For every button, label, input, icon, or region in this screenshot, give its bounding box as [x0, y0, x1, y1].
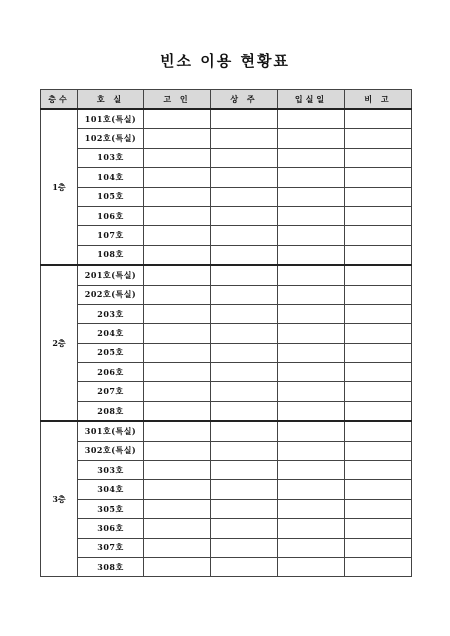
room-label: 308호	[78, 557, 144, 576]
header-floor: 층수	[41, 90, 78, 110]
table-row	[41, 226, 412, 245]
table-row	[41, 382, 412, 401]
table-row	[41, 129, 412, 148]
remarks-cell	[345, 226, 412, 245]
table-row	[41, 148, 412, 167]
checkin-date-cell	[278, 461, 345, 480]
checkin-date-cell	[278, 538, 345, 557]
remarks-cell	[345, 168, 412, 187]
chief-mourner-cell	[211, 382, 278, 401]
room-label: 307호	[78, 538, 144, 557]
table-row	[41, 421, 412, 441]
table-row	[41, 401, 412, 421]
chief-mourner-cell	[211, 480, 278, 499]
checkin-date-cell	[278, 557, 345, 576]
table-row	[41, 265, 412, 285]
room-label: 305호	[78, 499, 144, 518]
remarks-cell	[345, 343, 412, 362]
table-row	[41, 245, 412, 265]
chief-mourner-cell	[211, 401, 278, 421]
deceased-cell	[144, 285, 211, 304]
chief-mourner-cell	[211, 168, 278, 187]
funeral-room-status-table	[40, 89, 412, 577]
room-label: 106호	[78, 206, 144, 225]
remarks-cell	[345, 363, 412, 382]
header-checkin-date: 입실일	[278, 90, 345, 110]
header-deceased: 고 인	[144, 90, 211, 110]
header-remarks: 비 고	[345, 90, 412, 110]
chief-mourner-cell	[211, 557, 278, 576]
table-row	[41, 363, 412, 382]
document-title: 빈소 이용 현황표	[160, 52, 290, 70]
deceased-cell	[144, 343, 211, 362]
room-label: 306호	[78, 519, 144, 538]
chief-mourner-cell	[211, 499, 278, 518]
remarks-cell	[345, 245, 412, 265]
table-row	[41, 285, 412, 304]
room-label: 105호	[78, 187, 144, 206]
room-label: 208호	[78, 401, 144, 421]
checkin-date-cell	[278, 187, 345, 206]
remarks-cell	[345, 129, 412, 148]
chief-mourner-cell	[211, 226, 278, 245]
table-row	[41, 109, 412, 129]
header-chief-mourner: 상 주	[211, 90, 278, 110]
room-label: 202호(특실)	[78, 285, 144, 304]
chief-mourner-cell	[211, 441, 278, 460]
checkin-date-cell	[278, 382, 345, 401]
chief-mourner-cell	[211, 265, 278, 285]
deceased-cell	[144, 363, 211, 382]
room-label: 101호(특실)	[78, 109, 144, 129]
remarks-cell	[345, 285, 412, 304]
room-label: 104호	[78, 168, 144, 187]
table-row	[41, 343, 412, 362]
deceased-cell	[144, 480, 211, 499]
chief-mourner-cell	[211, 245, 278, 265]
checkin-date-cell	[278, 168, 345, 187]
checkin-date-cell	[278, 480, 345, 499]
table-row	[41, 538, 412, 557]
chief-mourner-cell	[211, 304, 278, 323]
floor-label: 3층	[41, 421, 78, 577]
remarks-cell	[345, 109, 412, 129]
table-row	[41, 206, 412, 225]
deceased-cell	[144, 461, 211, 480]
deceased-cell	[144, 168, 211, 187]
room-label: 207호	[78, 382, 144, 401]
chief-mourner-cell	[211, 285, 278, 304]
remarks-cell	[345, 304, 412, 323]
deceased-cell	[144, 538, 211, 557]
remarks-cell	[345, 206, 412, 225]
remarks-cell	[345, 519, 412, 538]
remarks-cell	[345, 538, 412, 557]
room-label: 108호	[78, 245, 144, 265]
remarks-cell	[345, 265, 412, 285]
deceased-cell	[144, 304, 211, 323]
chief-mourner-cell	[211, 187, 278, 206]
room-label: 201호(특실)	[78, 265, 144, 285]
remarks-cell	[345, 401, 412, 421]
table-row	[41, 499, 412, 518]
table-row	[41, 441, 412, 460]
room-label: 205호	[78, 343, 144, 362]
checkin-date-cell	[278, 441, 345, 460]
remarks-cell	[345, 461, 412, 480]
checkin-date-cell	[278, 285, 345, 304]
deceased-cell	[144, 441, 211, 460]
checkin-date-cell	[278, 148, 345, 167]
floor-label: 1층	[41, 109, 78, 265]
deceased-cell	[144, 324, 211, 343]
deceased-cell	[144, 382, 211, 401]
room-label: 204호	[78, 324, 144, 343]
deceased-cell	[144, 499, 211, 518]
table-row	[41, 168, 412, 187]
checkin-date-cell	[278, 304, 345, 323]
deceased-cell	[144, 557, 211, 576]
room-label: 203호	[78, 304, 144, 323]
chief-mourner-cell	[211, 461, 278, 480]
checkin-date-cell	[278, 519, 345, 538]
remarks-cell	[345, 187, 412, 206]
checkin-date-cell	[278, 363, 345, 382]
deceased-cell	[144, 226, 211, 245]
chief-mourner-cell	[211, 324, 278, 343]
chief-mourner-cell	[211, 421, 278, 441]
table-body	[41, 109, 412, 577]
table-row	[41, 304, 412, 323]
chief-mourner-cell	[211, 129, 278, 148]
chief-mourner-cell	[211, 148, 278, 167]
deceased-cell	[144, 129, 211, 148]
remarks-cell	[345, 499, 412, 518]
deceased-cell	[144, 245, 211, 265]
remarks-cell	[345, 324, 412, 343]
room-label: 206호	[78, 363, 144, 382]
checkin-date-cell	[278, 499, 345, 518]
deceased-cell	[144, 401, 211, 421]
checkin-date-cell	[278, 421, 345, 441]
checkin-date-cell	[278, 206, 345, 225]
checkin-date-cell	[278, 109, 345, 129]
chief-mourner-cell	[211, 538, 278, 557]
table-row	[41, 519, 412, 538]
deceased-cell	[144, 187, 211, 206]
checkin-date-cell	[278, 129, 345, 148]
room-label: 304호	[78, 480, 144, 499]
room-label: 302호(특실)	[78, 441, 144, 460]
room-label: 103호	[78, 148, 144, 167]
remarks-cell	[345, 480, 412, 499]
table-row	[41, 324, 412, 343]
header-row	[41, 90, 412, 110]
floor-label: 2층	[41, 265, 78, 421]
chief-mourner-cell	[211, 519, 278, 538]
chief-mourner-cell	[211, 206, 278, 225]
checkin-date-cell	[278, 265, 345, 285]
deceased-cell	[144, 265, 211, 285]
table-row	[41, 557, 412, 576]
remarks-cell	[345, 557, 412, 576]
remarks-cell	[345, 382, 412, 401]
deceased-cell	[144, 421, 211, 441]
table-row	[41, 187, 412, 206]
deceased-cell	[144, 519, 211, 538]
room-label: 107호	[78, 226, 144, 245]
checkin-date-cell	[278, 401, 345, 421]
table-row	[41, 480, 412, 499]
room-label: 303호	[78, 461, 144, 480]
deceased-cell	[144, 148, 211, 167]
remarks-cell	[345, 421, 412, 441]
deceased-cell	[144, 109, 211, 129]
remarks-cell	[345, 148, 412, 167]
deceased-cell	[144, 206, 211, 225]
chief-mourner-cell	[211, 109, 278, 129]
checkin-date-cell	[278, 324, 345, 343]
checkin-date-cell	[278, 245, 345, 265]
remarks-cell	[345, 441, 412, 460]
table-row	[41, 461, 412, 480]
header-room: 호 실	[78, 90, 144, 110]
checkin-date-cell	[278, 343, 345, 362]
room-label: 102호(특실)	[78, 129, 144, 148]
chief-mourner-cell	[211, 343, 278, 362]
chief-mourner-cell	[211, 363, 278, 382]
checkin-date-cell	[278, 226, 345, 245]
room-label: 301호(특실)	[78, 421, 144, 441]
